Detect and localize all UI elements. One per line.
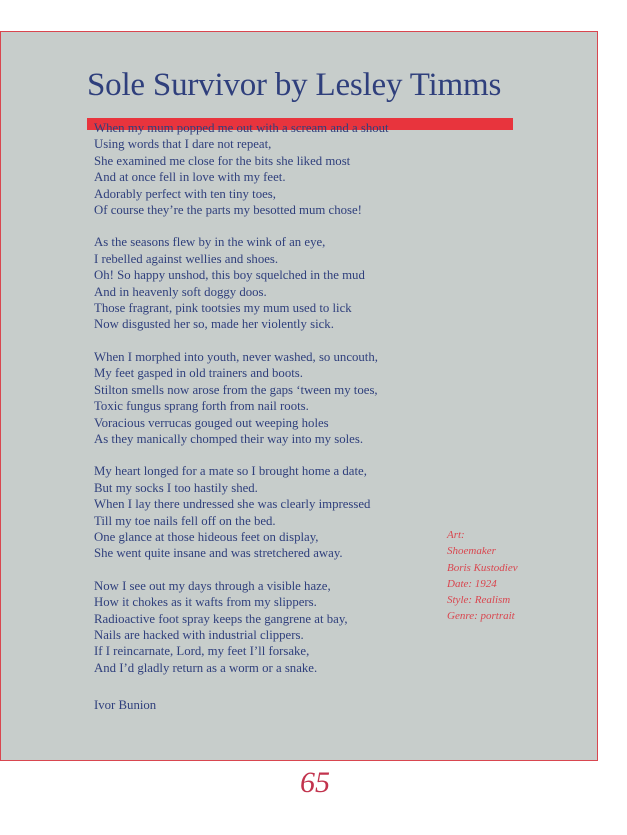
poem-line: When my mum popped me out with a scream and a shout [94, 121, 389, 135]
poem-line: But my socks I too hastily shed. [94, 480, 258, 495]
poem-line: Oh! So happy unshod, this boy squelched in the mud [94, 268, 365, 283]
poem-line: When I lay there undressed she was clearly impressed [94, 497, 371, 512]
stanza-1 [94, 120, 454, 218]
poem-line: I rebelled against wellies and shoes. [94, 251, 279, 266]
poem-line: Using words that I dare not repeat, [94, 137, 272, 152]
poem-line: When I morphed into youth, never washed, so uncouth, [94, 349, 378, 364]
poem-line: As the seasons flew by in the wink of an eye, [94, 235, 326, 250]
stanza-5 [94, 578, 454, 676]
poem-line: And in heavenly soft doggy doos. [94, 284, 267, 299]
poem-line: She examined me close for the bits she liked most [94, 153, 351, 168]
poem-line: As they manically chomped their way into my soles. [94, 431, 364, 446]
poem-line: Toxic fungus sprang forth from nail roots. [94, 399, 309, 414]
poem-line: Of course they’re the parts my besotted mum chose! [94, 203, 362, 218]
poem-line: If I reincarnate, Lord, my feet I’ll forsake, [94, 644, 310, 659]
artwork-credit [447, 527, 567, 625]
title-block [87, 65, 501, 105]
poem-line: Those fragrant, pink tootsies my mum used to lick [94, 301, 352, 316]
poem-line: Till my toe nails fell off on the bed. [94, 513, 276, 528]
poem-title: Sole Survivor by Lesley Timms [87, 67, 502, 103]
poem-line: How it chokes as it wafts from my slippers. [94, 595, 317, 610]
poem-line: My feet gasped in old trainers and boots. [94, 366, 303, 381]
art-label: Art: [447, 529, 465, 541]
poem-author: Ivor Bunion [94, 698, 157, 713]
art-artist: Boris Kustodiev [447, 561, 518, 574]
poem-line: She went quite insane and was stretchered away. [94, 546, 343, 561]
poem-line: Stilton smells now arose from the gaps ‘tween my toes, [94, 382, 378, 397]
poem-body [94, 120, 454, 714]
poem-line: My heart longed for a mate so I brought home a date, [94, 464, 367, 479]
poem-line: And at once fell in love with my feet. [94, 170, 286, 185]
page-number: 65 [300, 766, 330, 799]
poem-line: Now disgusted her so, made her violently sick. [94, 317, 334, 332]
art-genre: Genre: portrait [447, 610, 515, 623]
poem-line: Radioactive foot spray keeps the gangrene at bay, [94, 611, 348, 626]
art-date: Date: 1924 [447, 577, 497, 590]
art-style: Style: Realism [447, 594, 511, 607]
art-title: Shoemaker [447, 545, 496, 558]
stanza-2 [94, 234, 454, 332]
poem-line: Now I see out my days through a visible haze, [94, 578, 331, 593]
poem-line: And I’d gladly return as a worm or a snake. [94, 660, 318, 675]
poem-line: Voracious verrucas gouged out weeping holes [94, 415, 329, 430]
stanza-4 [94, 463, 454, 561]
poem-line: One glance at those hideous feet on display, [94, 529, 319, 544]
poem-line: Adorably perfect with ten tiny toes, [94, 186, 276, 201]
stanza-3 [94, 349, 454, 447]
page-panel [0, 31, 598, 761]
poem-line: Nails are hacked with industrial clippers. [94, 627, 304, 642]
